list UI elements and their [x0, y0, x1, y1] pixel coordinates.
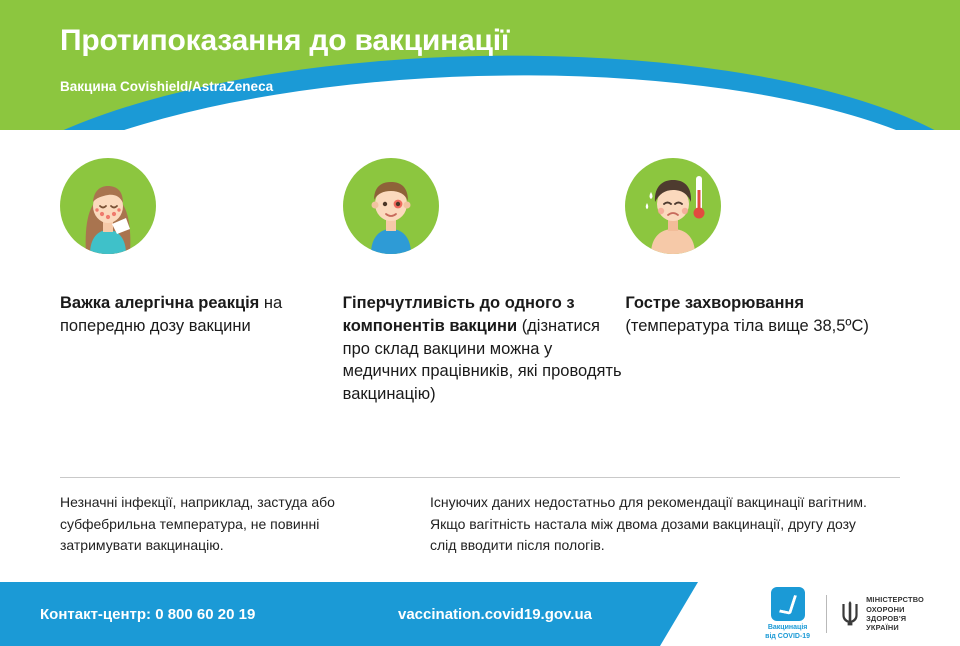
ministry-line3: ЗДОРОВ'Я: [866, 614, 907, 623]
poster-footer: [0, 582, 960, 646]
poster-header: [0, 0, 960, 130]
hypersensitivity-icon: [343, 158, 439, 254]
contraindication-item: [625, 158, 908, 406]
ministry-line2: ОХОРОНИ: [866, 604, 905, 614]
page-title: Протипоказання до вакцинації: [60, 24, 510, 57]
section-divider: [60, 477, 900, 478]
contraindications-list: [0, 158, 960, 406]
vaccination-logo: [765, 587, 810, 640]
vaccination-logo-line1: Вакцинація: [767, 624, 808, 632]
allergic-reaction-icon: [60, 158, 156, 254]
contraindication-text: [60, 292, 343, 338]
contraindication-bold: Гіперчутливість до одного з компонентів вакцини: [342, 294, 575, 335]
contraindication-text: [343, 292, 626, 406]
contraindication-bold: Гостре захворювання: [625, 294, 805, 312]
contraindication-item: [343, 158, 626, 406]
contraindication-item: [60, 158, 343, 406]
contraindication-rest: на попередню дозу вакцини: [60, 294, 283, 335]
contraindication-rest: (температура тіла вище 38,5ºC): [625, 316, 869, 335]
contraindication-rest: (дізнатися про склад вакцини можна у медичних працівників, які проводять вакцинацію): [342, 316, 622, 404]
footer-logos: [765, 587, 924, 640]
vaccination-site-link[interactable]: vaccination.covid19.gov.ua: [398, 605, 592, 623]
vaccination-check-icon: [771, 587, 805, 621]
ministry-line1: МІНІСТЕРСТВО: [866, 595, 924, 605]
header-text-block: [60, 24, 509, 94]
contraindication-text: [625, 292, 908, 338]
note-text: Існуючих даних недостатньо для рекомендації вакцинації вагітним. Якщо вагітність настала між двома дозами вакцинації, другу дозу слід вводити після пологів.: [430, 494, 867, 554]
acute-illness-icon: [625, 158, 721, 254]
ministry-line4: УКРАЇНИ: [866, 623, 899, 633]
contraindication-bold: Важка алергічна реакція: [60, 294, 260, 312]
note-text: Незначні інфекції, наприклад, застуда або субфебрильна температура, не повинні затримувати вакцинацію.: [60, 494, 335, 554]
page-subtitle: Вакцина Covishield/AstraZeneca: [60, 79, 274, 94]
trident-icon: [841, 601, 859, 627]
ministry-of-health-logo: [826, 595, 924, 633]
vaccination-logo-line2: від COVID-19: [765, 632, 811, 640]
contact-center-text: Контакт-центр: 0 800 60 20 19: [40, 605, 256, 623]
notes-section: [60, 492, 908, 557]
